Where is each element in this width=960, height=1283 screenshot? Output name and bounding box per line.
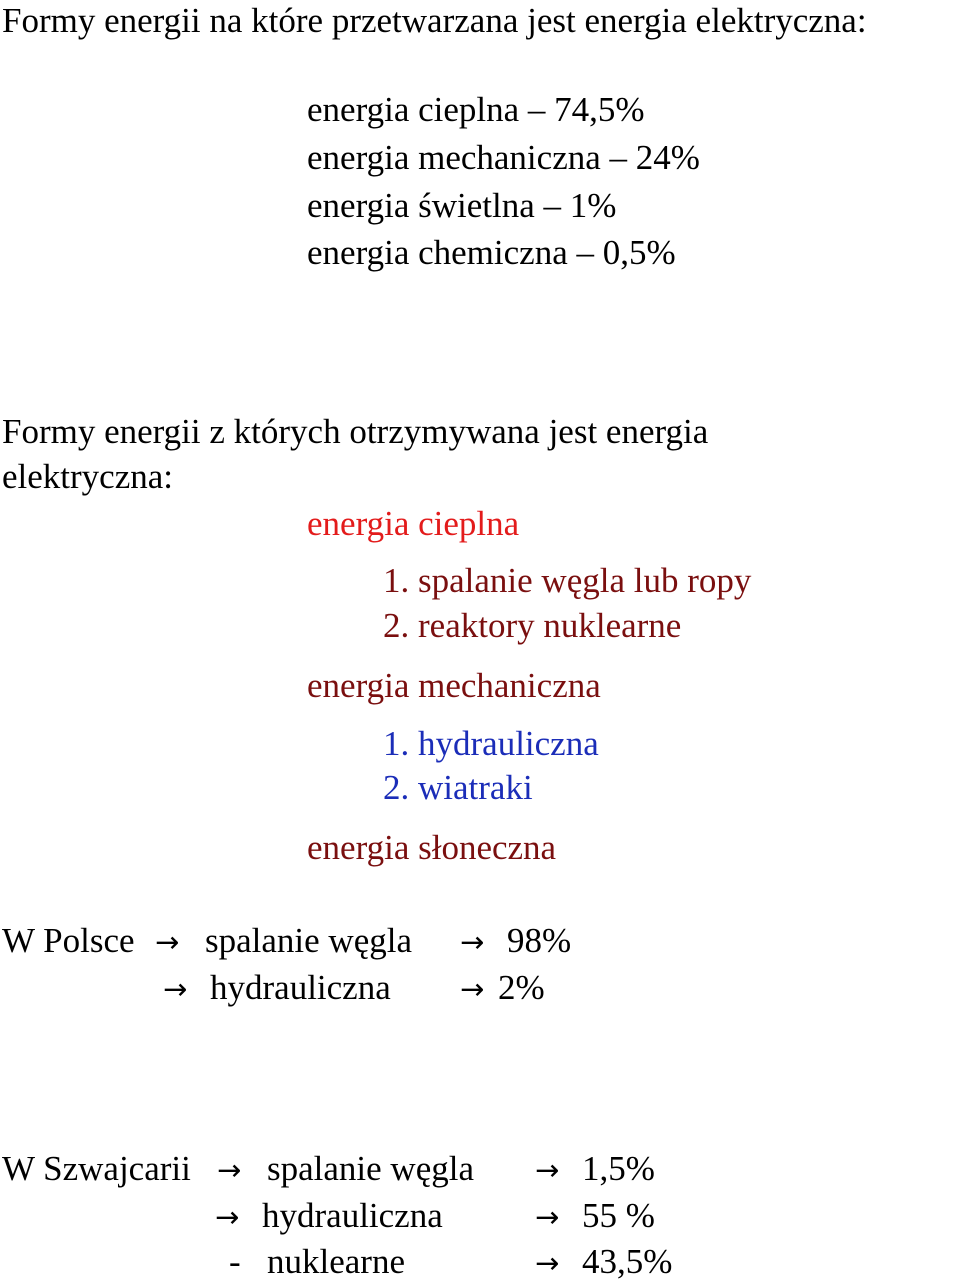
switzerland-country: W Szwajcarii — [2, 1149, 191, 1188]
switzerland-row-coal-source: spalanie węgla — [267, 1149, 474, 1188]
source-thermal-label: energia cieplna — [307, 504, 520, 543]
switzerland-row-nuclear-value: 43,5% — [582, 1242, 673, 1281]
source-mechanical-item-wind: 2. wiatraki — [383, 768, 533, 807]
source-thermal-item-nuclear: 2. reaktory nuklearne — [383, 606, 682, 645]
poland-row-coal-value: 98% — [507, 921, 572, 960]
switzerland-row-hydro-value: 55 % — [582, 1196, 655, 1235]
poland-row-coal-source: spalanie węgla — [205, 921, 412, 960]
poland-country: W Polsce — [2, 921, 135, 960]
arrow-icon: → — [535, 1200, 560, 1234]
switzerland-row-hydro-source: hydrauliczna — [262, 1196, 443, 1235]
heading-sources-line1: Formy energii z których otrzymywana jest energia — [2, 412, 709, 451]
conversion-item-thermal: energia cieplna – 74,5% — [307, 90, 645, 129]
arrow-icon: → — [535, 1246, 560, 1280]
source-mechanical-item-hydro: 1. hydrauliczna — [383, 724, 599, 763]
poland-row-hydro-value: 2% — [498, 968, 545, 1007]
poland-row-hydro-source: hydrauliczna — [210, 968, 391, 1007]
heading-sources-line2: elektryczna: — [2, 457, 174, 496]
conversion-item-mechanical: energia mechaniczna – 24% — [307, 138, 700, 177]
switzerland-row-nuclear-source: nuklearne — [267, 1242, 405, 1281]
arrow-icon: → — [535, 1153, 560, 1187]
source-thermal-item-coal: 1. spalanie węgla lub ropy — [383, 561, 752, 600]
arrow-icon: → — [460, 972, 485, 1006]
arrow-icon: → — [215, 1200, 240, 1234]
arrow-icon: → — [460, 925, 485, 959]
arrow-icon: → — [163, 972, 188, 1006]
arrow-icon: → — [217, 1153, 242, 1187]
heading-conversion: Formy energii na które przetwarzana jest energia elektryczna: — [2, 1, 867, 40]
switzerland-row-coal-value: 1,5% — [582, 1149, 655, 1188]
switzerland-row-nuclear-prefix: - — [229, 1242, 241, 1281]
conversion-item-chemical: energia chemiczna – 0,5% — [307, 233, 676, 272]
source-mechanical-label: energia mechaniczna — [307, 666, 601, 705]
source-solar-label: energia słoneczna — [307, 828, 557, 867]
conversion-item-light: energia świetlna – 1% — [307, 186, 617, 225]
arrow-icon: → — [155, 925, 180, 959]
